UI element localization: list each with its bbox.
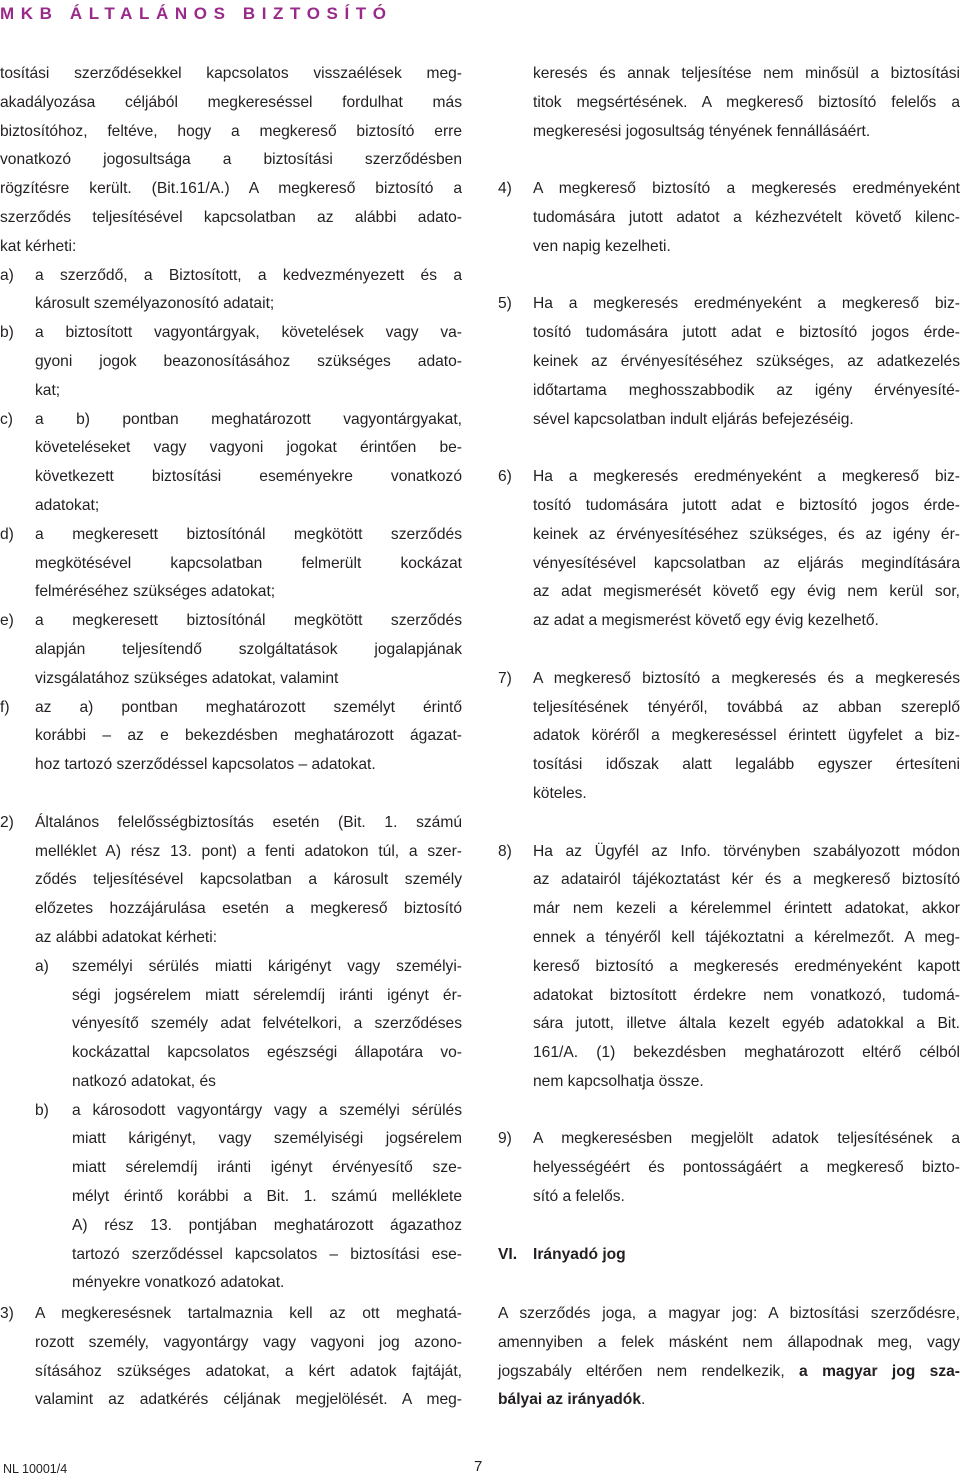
section-number: VI. xyxy=(498,1245,518,1263)
list-marker: d) xyxy=(0,525,14,543)
text-line: keresés és annak teljesítése nem minősül a biztosítási xyxy=(533,65,960,82)
text-line: felméréséhez szükséges adatokat; xyxy=(35,583,276,601)
text-line xyxy=(498,1358,960,1387)
text-line: tartozó szerződéssel kapcsolatos – biztosítási ese- xyxy=(72,1245,462,1263)
list-item xyxy=(0,607,462,693)
right-column xyxy=(498,60,960,1269)
text-line: tosító tudomására jutott adat e biztosító jogos érde- xyxy=(533,496,960,514)
text-line: az a) pontban meghatározott személyt érintő xyxy=(35,698,462,716)
text-line: köteles. xyxy=(533,784,587,802)
text-line: az adatairól tájékoztatást kér és a megkereső biztosító xyxy=(533,871,960,889)
text-line: A megkeresésnek tartalmaznia kell az ott meghatá- xyxy=(35,1305,462,1322)
text-line: adatok köréről a megkereséssel érintett ügyfelet a biz- xyxy=(533,727,960,745)
text-line: a megkeresett biztosítónál megkötött szerződés xyxy=(35,525,462,543)
list-item xyxy=(0,319,462,405)
text-line: adatokat; xyxy=(35,496,100,514)
text-line: vonatkozó jogosultsága a biztosítási szerződésben xyxy=(0,151,462,169)
text-line: előzetes hozzájárulása esetén a megkereső biztosító xyxy=(35,900,462,918)
numbered-item xyxy=(498,665,960,809)
text-line: ségi jogsérelem miatt sérelemdíj iránti igényt ér- xyxy=(72,986,462,1004)
text-line: károsult személyazonosító adatait; xyxy=(35,295,275,313)
list-marker: a) xyxy=(0,266,14,284)
text-line: kereső biztosító a megkeresés eredményeként kapott xyxy=(533,957,960,975)
text-line: az adat megismerését követő egy évig nem kerül sor, xyxy=(533,583,960,601)
text-line: helyességéért és pontosságáért a megkereső bizto- xyxy=(533,1159,960,1177)
item-number: 9) xyxy=(498,1130,512,1148)
text-line: vényesítésével kapcsolatban az eljárás megindítására xyxy=(533,554,960,572)
list-item xyxy=(0,262,462,320)
left-column xyxy=(0,60,462,1298)
text-line: hoz tartozó szerződéssel kapcsolatos – adatokat. xyxy=(35,756,376,774)
text-line: Ha a megkeresés eredményeként a megkereső biz- xyxy=(533,295,960,313)
text-line xyxy=(498,1386,960,1415)
numbered-item xyxy=(498,175,960,261)
text-line: a szerződő, a Biztosított, a kedvezményezett és a xyxy=(35,266,462,284)
text-line: ményekre vonatkozó adatokat. xyxy=(72,1274,285,1292)
text-line: A) rész 13. pontjában meghatározott ágazathoz xyxy=(72,1216,462,1234)
text-line: teljesítésének tényéről, továbbá az abban szereplő xyxy=(533,698,960,716)
text-line: mélyt érintő korábbi a Bit. 1. számú melléklete xyxy=(72,1188,462,1206)
numbered-item xyxy=(498,290,960,434)
section-title: Irányadó jog xyxy=(533,1245,626,1263)
item-number: 6) xyxy=(498,468,512,486)
text-line: ven napig kezelheti. xyxy=(533,237,671,255)
text-line: Ha az Ügyfél az Info. törvényben szabályozott módon xyxy=(533,842,960,860)
section-heading xyxy=(498,1241,960,1270)
text-line: megkeresési jogosultság tényének fennállásáért. xyxy=(533,122,871,140)
text-line: Ha a megkeresés eredményeként a megkereső biz- xyxy=(533,468,960,486)
text-line: nem kapcsolhatja össze. xyxy=(533,1072,704,1090)
list-marker: f) xyxy=(0,698,10,716)
text-line: ződés teljesítésével kapcsolatban a károsult személy xyxy=(35,871,462,889)
text-line: A megkeresésben megjelölt adatok teljesítésének a xyxy=(533,1130,960,1148)
list-marker: b) xyxy=(0,324,14,342)
text-line: sításához szükséges adatokat, a kért adatok fajtáját, xyxy=(35,1362,462,1380)
bold-text: bályai az irányadók xyxy=(498,1391,642,1409)
text-line: kat kérheti: xyxy=(0,237,77,255)
continued-paragraph xyxy=(498,60,960,146)
numbered-item xyxy=(498,463,960,636)
text-line: korábbi – az e bekezdésben meghatározott ágazat- xyxy=(35,727,462,745)
item-number: 5) xyxy=(498,295,512,313)
text-line: 161/A. (1) bekezdésben meghatározott eltérő célból xyxy=(533,1044,960,1062)
text-line: tudomására jutott adatot a kézhezvételt követő kilenc- xyxy=(533,208,960,226)
text-line: a károsodott vagyontárgy vagy a személyi sérülés xyxy=(72,1101,462,1119)
text-line: vényesítő személy adat felvételkori, a szerződéses xyxy=(72,1015,462,1033)
text-line: tosítási szerződésekkel kapcsolatos visszaélések meg- xyxy=(0,65,462,82)
list-marker: a) xyxy=(35,957,49,975)
text-run: . xyxy=(641,1391,646,1409)
text-line: megkötésével kapcsolatban felmerült kockázat xyxy=(35,554,462,572)
list-item xyxy=(0,694,462,780)
text-line: időtartama meghosszabbodik az igény érvényesíté- xyxy=(533,381,960,399)
text-line: melléklet A) rész 13. pont) a fenti adatokon túl, a szer- xyxy=(35,842,462,860)
text-line: sével kapcsolatban indult eljárás befejezéséig. xyxy=(533,410,854,428)
text-line: A megkereső biztosító a megkeresés és a megkeresés xyxy=(533,669,960,687)
list-item xyxy=(0,521,462,607)
list-item xyxy=(0,953,462,1097)
item-number: 3) xyxy=(0,1305,14,1322)
text-line: kat; xyxy=(35,381,61,399)
text-line: rögzítésre került. (Bit.161/A.) A megkereső biztosító a xyxy=(0,180,462,198)
text-line: keinek az érvényesítéséhez szükséges, és az igény ér- xyxy=(533,525,960,543)
text-line: miatt kárigényt, vagy személyiségi jogsérelem xyxy=(72,1130,462,1148)
text-line: tosító tudomására jutott adat e biztosító jogos érde- xyxy=(533,324,960,342)
text-line: vizsgálatához szükséges adatokat, valamint xyxy=(35,669,339,687)
list-marker: b) xyxy=(35,1101,49,1119)
text-run: jogszabály eltérően nem rendelkezik, xyxy=(498,1362,800,1380)
text-line: már nem kezeli a kérelemmel érintett adatokat, akkor xyxy=(533,900,960,918)
numbered-item xyxy=(498,838,960,1097)
text-line: az adat a megismerést követő egy évig kezelhető. xyxy=(533,612,879,630)
intro-paragraph xyxy=(0,60,462,262)
text-line: sító a felelős. xyxy=(533,1188,625,1206)
list-item xyxy=(0,406,462,521)
item-number: 4) xyxy=(498,180,512,198)
list-item xyxy=(0,1097,462,1299)
text-line: szerződés teljesítésével kapcsolatban az alábbi adato- xyxy=(0,208,462,226)
text-line: Általános felelősségbiztosítás esetén (Bit. 1. számú xyxy=(35,813,462,831)
text-line: személyi sérülés miatti kárigényt vagy személyi- xyxy=(72,957,462,975)
text-line: amennyiben a felek másként nem állapodnak meg, vagy xyxy=(498,1333,960,1351)
text-line: következett biztosítási eseményekre vonatkozó xyxy=(35,468,462,486)
text-line: alapján teljesítendő szolgáltatások jogalapjának xyxy=(35,640,462,658)
text-line: a b) pontban meghatározott vagyontárgyakat, xyxy=(35,410,462,428)
company-name: MKB ÁLTALÁNOS BIZTOSÍTÓ xyxy=(0,4,393,23)
item-number: 2) xyxy=(0,813,14,831)
text-line: biztosítóhoz, feltéve, hogy a megkereső biztosító erre xyxy=(0,122,462,140)
text-line: adatokat biztosított érdekre nem vonatkozó, tudomá- xyxy=(533,986,960,1004)
text-line: követeléseket vagy vagyoni jogokat érintően be- xyxy=(35,439,462,457)
numbered-item xyxy=(0,809,462,953)
text-line: A szerződés joga, a magyar jog: A biztosítási szerződésre, xyxy=(498,1305,960,1322)
text-line: keinek az érvényesítéséhez szükséges, az adatkezelés xyxy=(533,352,960,370)
page-header xyxy=(0,0,960,28)
list-marker: e) xyxy=(0,612,14,630)
numbered-item xyxy=(498,1125,960,1211)
text-line: gyoni jogok beazonosításához szükséges adato- xyxy=(35,352,462,370)
text-line: sára jutott, illetve általa kezelt egyéb adatokkal a Bit. xyxy=(533,1015,960,1033)
text-line: ennek a tényéről kell tájékoztatni a kérelmezőt. A meg- xyxy=(533,928,960,946)
text-line: titok megsértésének. A megkereső biztosító felelős a xyxy=(533,93,960,111)
document-code: NL 10001/4 xyxy=(3,1462,68,1476)
governing-law-paragraph xyxy=(498,1300,960,1415)
text-line: rozott személy, vagyontárgy vagy vagyoni jog azono- xyxy=(35,1333,462,1351)
list-marker: c) xyxy=(0,410,13,428)
text-line: a biztosított vagyontárgyak, követelések vagy va- xyxy=(35,324,462,342)
text-line: natkozó adatokat, és xyxy=(72,1072,216,1090)
item-number: 7) xyxy=(498,669,512,687)
page-number: 7 xyxy=(474,1458,483,1475)
item-number: 8) xyxy=(498,842,512,860)
numbered-item xyxy=(0,1300,462,1415)
text-line: kockázattal kapcsolatos egészségi állapotára vo- xyxy=(72,1044,462,1062)
bold-text: a magyar jog sza- xyxy=(799,1362,960,1380)
text-line: A megkereső biztosító a megkeresés eredményeként xyxy=(533,180,960,198)
text-line: akadályozása céljából megkereséssel fordulhat más xyxy=(0,93,462,111)
text-line: miatt sérelemdíj iránti igényt érvényesítő sze- xyxy=(72,1159,462,1177)
text-line: valamint az adatkérés céljának megjelölését. A meg- xyxy=(35,1391,462,1409)
text-line: a megkeresett biztosítónál megkötött szerződés xyxy=(35,612,462,630)
text-line: az alábbi adatokat kérheti: xyxy=(35,928,218,946)
text-line: tosítási időszak alatt legalább egyszer értesíteni xyxy=(533,756,960,774)
